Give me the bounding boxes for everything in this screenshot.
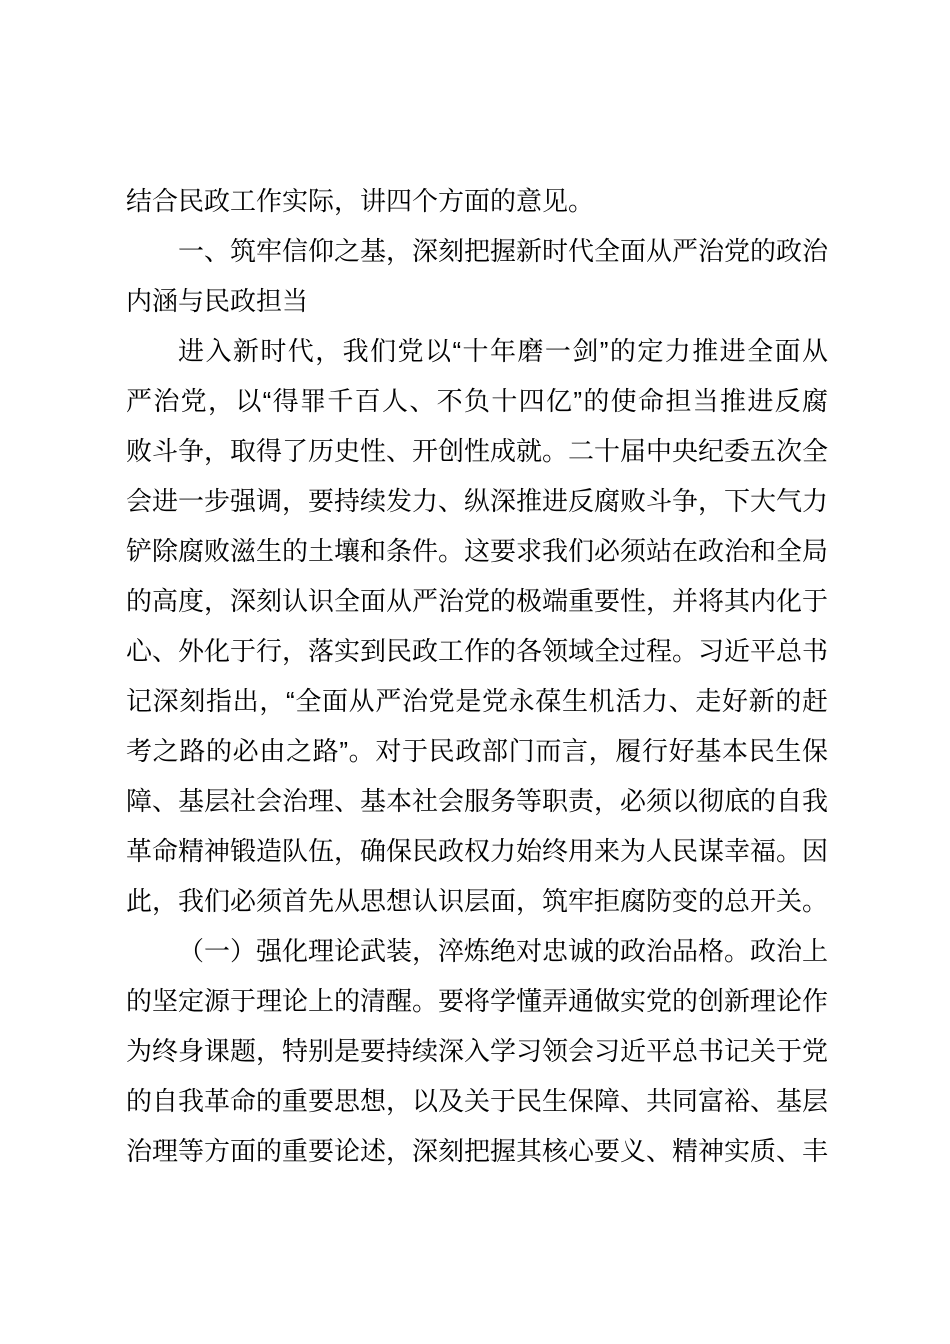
text-line: 铲除腐败滋生的土壤和条件。这要求我们必须站在政治和全局 [126, 536, 828, 566]
text-line: 结合民政工作实际，讲四个方面的意见。 [126, 186, 595, 216]
text-line: 为终身课题，特别是要持续深入学习领会习近平总书记关于党 [126, 1036, 828, 1066]
text-line: 的高度，深刻认识全面从严治党的极端重要性，并将其内化于 [126, 586, 828, 616]
heading-line: 一、筑牢信仰之基，深刻把握新时代全面从严治党的政治 [178, 236, 828, 266]
text-line: 治理等方面的重要论述，深刻把握其核心要义、精神实质、丰 [126, 1136, 828, 1166]
document-text-block [126, 176, 828, 1176]
text-line: 严治党，以“得罪千百人、不负十四亿”的使命担当推进反腐 [126, 386, 828, 416]
text-line: 革命精神锻造队伍，确保民政权力始终用来为人民谋幸福。因 [126, 836, 828, 866]
text-line: 会进一步强调，要持续发力、纵深推进反腐败斗争，下大气力 [126, 486, 828, 516]
text-line: （一）强化理论武装，淬炼绝对忠诚的政治品格。政治上 [178, 936, 828, 966]
text-line: 障、基层社会治理、基本社会服务等职责，必须以彻底的自我 [126, 786, 828, 816]
text-line: 心、外化于行，落实到民政工作的各领域全过程。习近平总书 [126, 636, 828, 666]
heading-line: 内涵与民政担当 [126, 286, 309, 316]
text-line: 进入新时代，我们党以“十年磨一剑”的定力推进全面从 [178, 336, 828, 366]
text-line: 的坚定源于理论上的清醒。要将学懂弄通做实党的创新理论作 [126, 986, 828, 1016]
text-line: 此，我们必须首先从思想认识层面，筑牢拒腐防变的总开关。 [126, 886, 828, 916]
text-line: 记深刻指出，“全面从严治党是党永葆生机活力、走好新的赶 [126, 686, 828, 716]
text-line: 考之路的必由之路”。对于民政部门而言，履行好基本民生保 [126, 736, 828, 766]
text-line: 败斗争，取得了历史性、开创性成就。二十届中央纪委五次全 [126, 436, 828, 466]
text-line: 的自我革命的重要思想，以及关于民生保障、共同富裕、基层 [126, 1086, 828, 1116]
